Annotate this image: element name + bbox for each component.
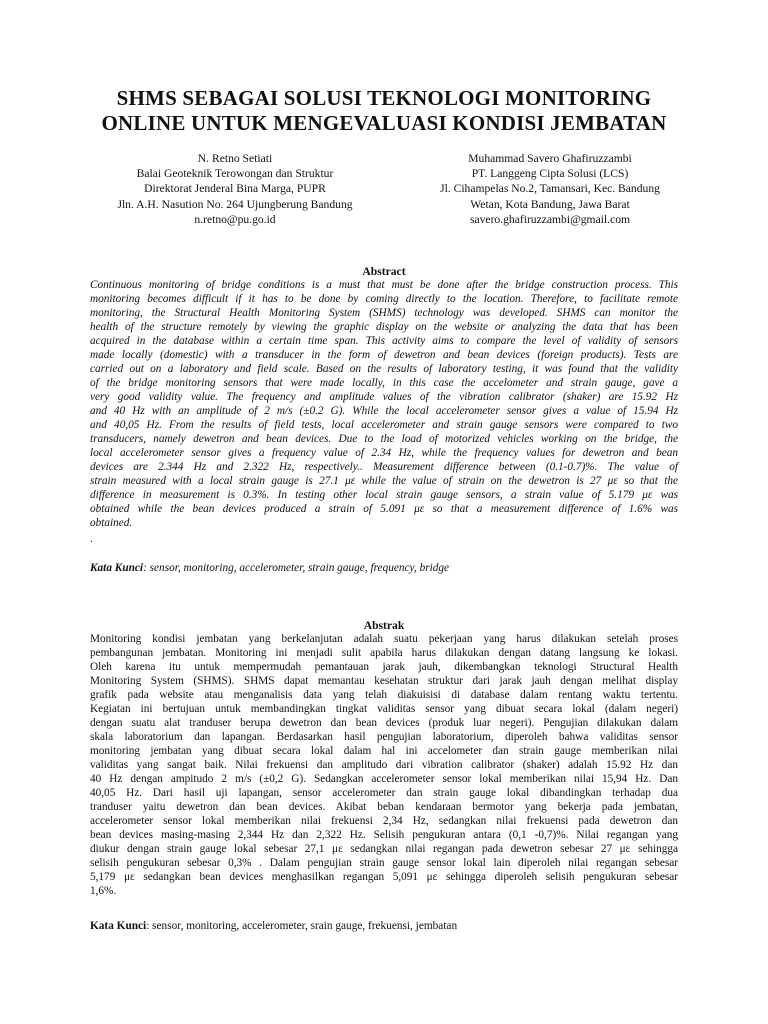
- abstract-line: carried out on a laboratory and field scale. Based on the results of laboratory testing, it was found that the validity: [90, 363, 678, 375]
- abstract-line: health of the structure remotely by viewing the graphic display on the website or analyzing the data that has been: [90, 321, 678, 333]
- author-1-address: Jln. A.H. Nasution No. 264 Ujungberung Bandung: [117, 197, 353, 211]
- abstrak-line: dengan suatu alat tranduser berupa dewetron dan bean devices (produk luar negeri). Pengujian dilakukan dalam: [90, 717, 678, 729]
- abstract-line: acquired in the database within a certain time span. This activity aims to compare the level of validity of sensors: [90, 335, 678, 347]
- abstrak-line: monitoring jembatan yang dibuat secara lokal dalam hal ini accelometer dan strain gauge memberikan nilai: [90, 745, 678, 757]
- abstrak-body: [90, 632, 678, 898]
- abstrak-line: validitas yang sangat baik. Nilai frekuensi dan amplitudo dari vibration calibrator (shaker) adalah 15.92 Hz dan: [90, 759, 678, 771]
- abstract-trailing-dot: .: [90, 533, 93, 545]
- abstrak-line: Kegiatan ini bertujuan untuk membandingkan tingkat validitas sensor yang dibuat secara lokal (dalam negeri): [90, 703, 678, 715]
- author-2-address-line-2: Wetan, Kota Bandung, Jawa Barat: [470, 197, 630, 211]
- author-2-affiliation: PT. Langgeng Cipta Solusi (LCS): [471, 167, 629, 181]
- title-line-2: ONLINE UNTUK MENGEVALUASI KONDISI JEMBATAN: [101, 111, 667, 135]
- abstract-line: transducers, namely dewetron and bean devices. Due to the load of motorized vehicles working on the bridge, the: [90, 433, 678, 445]
- abstrak-line: 40,05 Hz. Dari hasil uji lapangan, sensor accelerometer dan strain gauge lokal dibandingkan terhadap dua: [90, 787, 678, 799]
- author-1-email: n.retno@pu.go.id: [194, 212, 276, 226]
- abstract-line: obtained while the bean devices produced a strain of 5.091 με so that a measurement difference of 1.6% was: [90, 503, 678, 515]
- abstrak-line: selisih pengukuran sebesar 0,3% . Dalam pengujian strain gauge sensor lokal lain diperoleh nilai regangan sebesar: [90, 857, 678, 869]
- abstract-line: and 40,05 Hz. From the results of field tests, local accelerometer and strain gauge sensors were compared to two: [90, 419, 678, 431]
- keywords-value: : sensor, monitoring, accelerometer, strain gauge, frequency, bridge: [143, 562, 450, 574]
- abstract-line: difference in measurement is 0.3%. In testing other local strain gauge sensors, a strain value of 5.179 με was: [90, 489, 678, 501]
- abstrak-line: skala laboratorium dan lapangan. Berdasarkan hasil pengujian laboratorium, diperoleh bahwa validitas sensor: [90, 731, 678, 743]
- abstrak-line: 1,6%.: [90, 885, 117, 897]
- abstrak-line: Monitoring System (SHMS). SHMS dapat memantau kesehatan struktur dari jarak jauh dengan melihat display: [90, 675, 678, 687]
- author-1-affiliation: Balai Geoteknik Terowongan dan Struktur: [136, 167, 334, 181]
- abstract-line: local accelerometer sensor gives a frequency value of 2.34 Hz, while the frequency values for dewetron and bean: [90, 447, 678, 459]
- abstrak-line: Oleh karena itu untuk mempermudah pemantauan jarak jauh, dikembangkan teknologi Structural Health: [90, 661, 678, 673]
- kata-kunci-label: Kata Kunci: [90, 920, 147, 932]
- paper-title: [60, 86, 708, 136]
- author-1-name: N. Retno Setiati: [197, 152, 273, 165]
- author-1-institution: Direktorat Jenderal Bina Marga, PUPR: [144, 182, 326, 196]
- author-block-1: [80, 151, 390, 227]
- abstract-line: strain measured with a local strain gauge is 27.1 με while the value of strain on the dewetron is 27 με so that the: [90, 475, 678, 487]
- kata-kunci-value: : sensor, monitoring, accelerometer, srain gauge, frekuensi, jembatan: [146, 920, 458, 932]
- abstract-line: very good validity value. The frequency and amplitude values of the vibration calibrator (shaker) are 15.92 Hz: [90, 391, 678, 403]
- title-line-1: SHMS SEBAGAI SOLUSI TEKNOLOGI MONITORING: [116, 86, 652, 110]
- abstract-line: obtained.: [90, 517, 133, 529]
- abstrak-line: tranduser yaitu dewetron dan bean devices. Akibat beban kendaraan bermotor yang bekerja pada jembatan,: [90, 801, 678, 813]
- keywords-label: Kata Kunci: [90, 562, 144, 574]
- abstract-line: devices are 2.344 Hz and 2.322 Hz, respectively.. Measurement difference between (0.1-0.7)%. The value of: [90, 461, 678, 473]
- author-2-email: savero.ghafiruzzambi@gmail.com: [469, 212, 631, 226]
- author-block-2: [395, 151, 705, 227]
- author-2-address-line-1: Jl. Cihampelas No.2, Tamansari, Kec. Bandung: [440, 182, 660, 196]
- abstract-line: monitoring, the Structural Health Monitoring System (SHMS) technology was developed. SHMS can monitor the: [90, 307, 678, 319]
- abstract-heading: Abstract: [362, 265, 406, 278]
- keywords-indonesian: [90, 919, 678, 933]
- abstrak-line: 40 Hz dengan ampitudo 2 m/s (±0,2 G). Sedangkan accelerometer sensor lokal memberikan nilai 15,94 Hz. Dan: [90, 773, 678, 785]
- abstrak-line: bean devices masing-masing 2,344 Hz dan 2,322 Hz. Selisih pengukuran antara (0,1 -0,7)%. Nilai regangan yang: [90, 829, 678, 841]
- abstrak-line: accelerometer sensor lokal memberikan nilai frekuensi 2,34 Hz, sedangkan nilai frekuensi pada dewetron dan: [90, 815, 678, 827]
- abstrak-line: grafik pada website atau menganalisis data yang telah diakuisisi di database dalam rentang waktu tertentu.: [90, 689, 678, 701]
- abstrak-line: pembangunan jembatan. Monitoring ini menjadi sulit apabila harus dilakukan dengan datang langsung ke lokasi.: [90, 647, 678, 659]
- abstrak-line: diukur dengan strain gauge lokal sebesar 27,1 με sedangkan nilai regangan pada dewetron sebesar 27 με sehingga: [90, 843, 678, 855]
- abstract-line: Continuous monitoring of bridge conditions is a must that must be done after the bridge construction process. This: [90, 279, 678, 291]
- keywords-english: [90, 561, 678, 575]
- abstract-line: monitoring becomes difficult if it has to be done by coming directly to the location. Therefore, to facilitate remote: [90, 293, 678, 305]
- abstrak-line: 5,179 με sedangkan bean devices menghasilkan regangan 5,091 με sehingga diperoleh selisih pengukuran sebesar: [90, 871, 678, 883]
- abstract-line: of the bridge monitoring sensors that were made locally, in this case the accelometer and strain gauge, gave a: [90, 377, 678, 389]
- author-2-name: Muhammad Savero Ghafiruzzambi: [468, 152, 632, 165]
- abstract-line: made locally (domestic) with a transducer in the form of dewetron and bean devices (foreign products). Tests are: [90, 349, 678, 361]
- abstrak-line: Monitoring kondisi jembatan yang berkelanjutan adalah suatu pekerjaan yang harus dilakukan setelah proses: [90, 633, 678, 645]
- abstrak-heading: Abstrak: [363, 619, 405, 632]
- abstract-body: [90, 278, 678, 530]
- abstract-line: and 40 Hz with an amplitude of 2 m/s (±0.2 G). While the local accelerometer sensor gives a value of 15.94 Hz: [90, 405, 678, 417]
